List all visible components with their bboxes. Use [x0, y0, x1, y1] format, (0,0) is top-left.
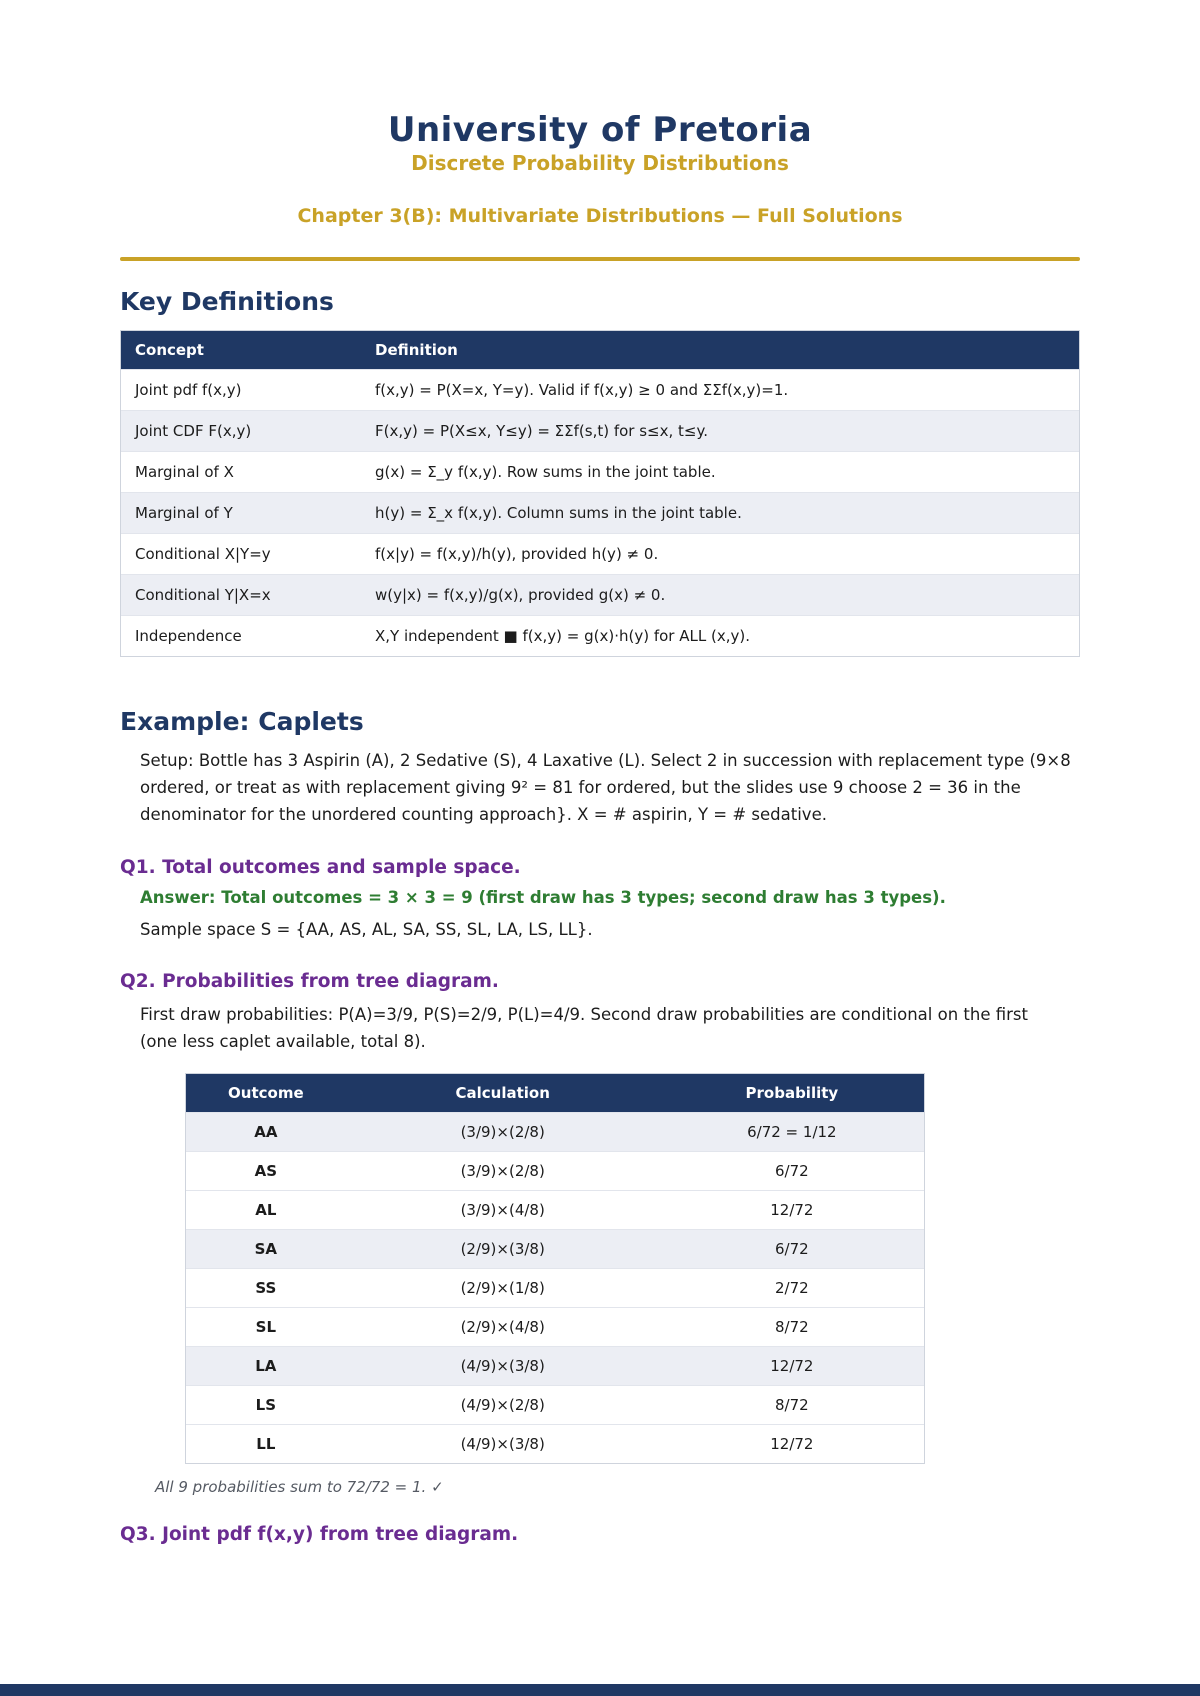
probability-cell: 12/72 [660, 1424, 924, 1463]
probability-cell: 6/72 [660, 1229, 924, 1268]
table-row [121, 615, 1079, 656]
calculation-cell: (4/9)×(3/8) [346, 1346, 660, 1385]
definition-cell: F(x,y) = P(X≤x, Y≤y) = ΣΣf(s,t) for s≤x, t≤y. [361, 410, 1079, 451]
table-row [186, 1346, 924, 1385]
table-row [121, 574, 1079, 615]
divider-rule [120, 257, 1080, 261]
calculation-cell: (4/9)×(3/8) [346, 1424, 660, 1463]
concept-cell: Independence [121, 615, 361, 656]
calculation-cell: (3/9)×(4/8) [346, 1190, 660, 1229]
definition-cell: X,Y independent ■ f(x,y) = g(x)·h(y) for ALL (x,y). [361, 615, 1079, 656]
definition-cell: w(y|x) = f(x,y)/g(x), provided g(x) ≠ 0. [361, 574, 1079, 615]
concept-cell: Marginal of Y [121, 492, 361, 533]
table-row [186, 1385, 924, 1424]
concept-cell: Joint pdf f(x,y) [121, 369, 361, 410]
probability-cell: 12/72 [660, 1346, 924, 1385]
page-title: University of Pretoria [387, 110, 813, 150]
q1-answer: Answer: Total outcomes = 3 × 3 = 9 (first draw has 3 types; second draw has 3 types). [140, 888, 946, 908]
q2-intro-paragraph: First draw probabilities: P(A)=3/9, P(S)=2/9, P(L)=4/9. Second draw probabilities are conditional on the first (one less caplet available, total 8). [140, 1005, 1028, 1051]
footer-bar [0, 1684, 1200, 1696]
definition-cell: f(x,y) = P(X=x, Y=y). Valid if f(x,y) ≥ 0 and ΣΣf(x,y)=1. [361, 369, 1079, 410]
concept-cell: Conditional Y|X=x [121, 574, 361, 615]
table-header-row [186, 1074, 924, 1112]
table-row [186, 1307, 924, 1346]
table-row [186, 1229, 924, 1268]
definition-cell: f(x|y) = f(x,y)/h(y), provided h(y) ≠ 0. [361, 533, 1079, 574]
table-row [121, 533, 1079, 574]
key-definitions-heading: Key Definitions [120, 287, 334, 317]
table-row [186, 1190, 924, 1229]
definition-cell: h(y) = Σ_x f(x,y). Column sums in the joint table. [361, 492, 1079, 533]
probability-cell: 8/72 [660, 1307, 924, 1346]
table-row [121, 369, 1079, 410]
calculation-cell: (2/9)×(3/8) [346, 1229, 660, 1268]
page-subtitle: Discrete Probability Distributions [411, 151, 789, 176]
q3-heading: Q3. Joint pdf f(x,y) from tree diagram. [120, 1524, 519, 1546]
calculation-cell: (2/9)×(1/8) [346, 1268, 660, 1307]
outcome-cell: LL [186, 1424, 346, 1463]
outcome-cell: SS [186, 1268, 346, 1307]
concept-column-header: Concept [121, 331, 361, 369]
outcome-cell: LA [186, 1346, 346, 1385]
calculation-column-header: Calculation [346, 1074, 660, 1112]
q1-sample-space: Sample space S = {AA, AS, AL, SA, SS, SL, LA, LS, LL}. [140, 920, 593, 940]
tree-probability-table [185, 1073, 925, 1464]
concept-cell: Conditional X|Y=y [121, 533, 361, 574]
table-row [121, 451, 1079, 492]
probability-cell: 6/72 [660, 1151, 924, 1190]
chapter-heading: Chapter 3(B): Multivariate Distributions — Full Solutions [297, 205, 903, 228]
probability-cell: 8/72 [660, 1385, 924, 1424]
probability-column-header: Probability [660, 1074, 924, 1112]
outcome-cell: AL [186, 1190, 346, 1229]
probability-cell: 12/72 [660, 1190, 924, 1229]
calculation-cell: (2/9)×(4/8) [346, 1307, 660, 1346]
probability-cell: 2/72 [660, 1268, 924, 1307]
concept-cell: Joint CDF F(x,y) [121, 410, 361, 451]
table-row [121, 492, 1079, 533]
definitions-table [120, 330, 1080, 657]
calculation-cell: (3/9)×(2/8) [346, 1112, 660, 1151]
table-row [186, 1424, 924, 1463]
calculation-cell: (4/9)×(2/8) [346, 1385, 660, 1424]
probability-sum-note: All 9 probabilities sum to 72/72 = 1. ✓ [155, 1478, 444, 1497]
calculation-cell: (3/9)×(2/8) [346, 1151, 660, 1190]
example-heading: Example: Caplets [120, 707, 364, 737]
probability-cell: 6/72 = 1/12 [660, 1112, 924, 1151]
outcome-cell: SA [186, 1229, 346, 1268]
table-row [121, 410, 1079, 451]
outcome-cell: SL [186, 1307, 346, 1346]
outcome-cell: AA [186, 1112, 346, 1151]
definition-cell: g(x) = Σ_y f(x,y). Row sums in the joint table. [361, 451, 1079, 492]
table-header-row [121, 331, 1079, 369]
outcome-column-header: Outcome [186, 1074, 346, 1112]
definition-column-header: Definition [361, 331, 1079, 369]
q2-heading: Q2. Probabilities from tree diagram. [120, 971, 499, 993]
table-row [186, 1112, 924, 1151]
example-setup-paragraph: Setup: Bottle has 3 Aspirin (A), 2 Sedative (S), 4 Laxative (L). Select 2 in succession with replacement type (9×8 ordered, or treat as with replacement giving 9² = 81 for ordered, but the slides use 9 choose 2 = 36 in the denominator for the unordered counting approach}. X = # aspirin, Y = # sedative. [140, 751, 1071, 825]
q1-heading: Q1. Total outcomes and sample space. [120, 857, 521, 879]
concept-cell: Marginal of X [121, 451, 361, 492]
outcome-cell: LS [186, 1385, 346, 1424]
table-row [186, 1268, 924, 1307]
table-row [186, 1151, 924, 1190]
outcome-cell: AS [186, 1151, 346, 1190]
